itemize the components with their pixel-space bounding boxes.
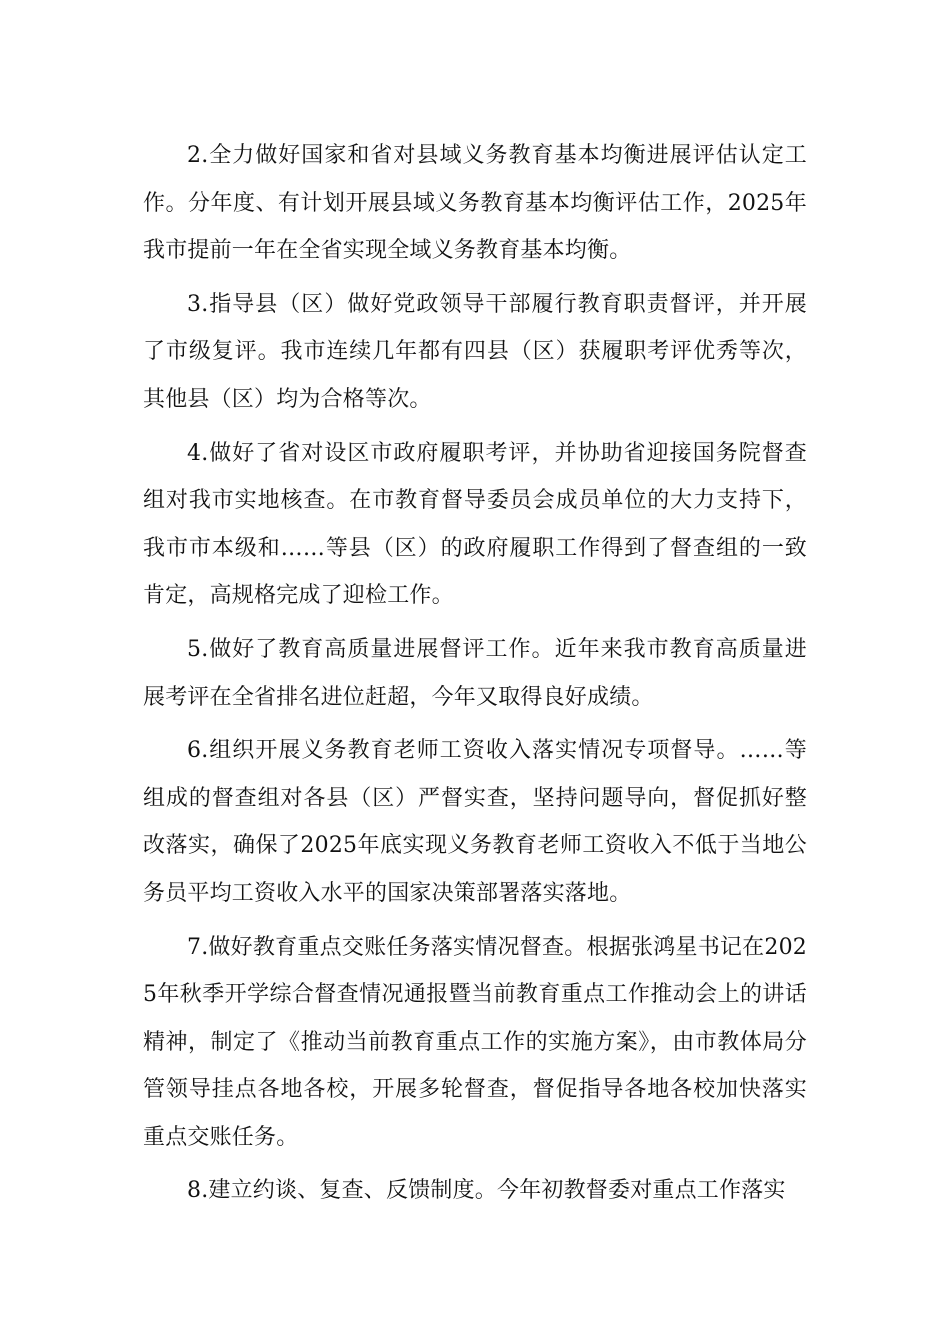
paragraph-item-2: 2.全力做好国家和省对县域义务教育基本均衡进展评估认定工作。分年度、有计划开展县域义务教育基本均衡评估工作，2025年我市提前一年在全省实现全域义务教育基本均衡。 [143,143,807,264]
paragraph-item-5: 5.做好了教育高质量进展督评工作。近年来我市教育高质量进展考评在全省排名进位赶超，今年又取得良好成绩。 [143,636,807,710]
paragraph-item-6: 6.组织开展义务教育老师工资收入落实情况专项督导。……等组成的督查组对各县（区）严督实查，坚持问题导向，督促抓好整改落实，确保了2025年底实现义务教育老师工资收入不低于当地公务员平均工资收入水平的国家决策部署落实落地。 [143,738,807,906]
paragraph-item-7: 7.做好教育重点交账任务落实情况督查。根据张鸿星书记在2025年秋季开学综合督查情况通报暨当前教育重点工作推动会上的讲话精神，制定了《推动当前教育重点工作的实施方案》，由市教体局分管领导挂点各地各校，开展多轮督查，督促指导各地各校加快落实重点交账任务。 [143,934,807,1150]
document-body [143,132,807,1221]
paragraph-item-4: 4.做好了省对设区市政府履职考评，并协助省迎接国务院督查组对我市实地核查。在市教育督导委员会成员单位的大力支持下，我市市本级和……等县（区）的政府履职工作得到了督查组的一致肯定，高规格完成了迎检工作。 [143,440,807,609]
paragraph-item-8: 8.建立约谈、复查、反馈制度。今年初教督委对重点工作落实 [187,1178,786,1204]
paragraph-item-3: 3.指导县（区）做好党政领导干部履行教育职责督评，并开展了市级复评。我市连续几年都有四县（区）获履职考评优秀等次，其他县（区）均为合格等次。 [143,291,807,412]
